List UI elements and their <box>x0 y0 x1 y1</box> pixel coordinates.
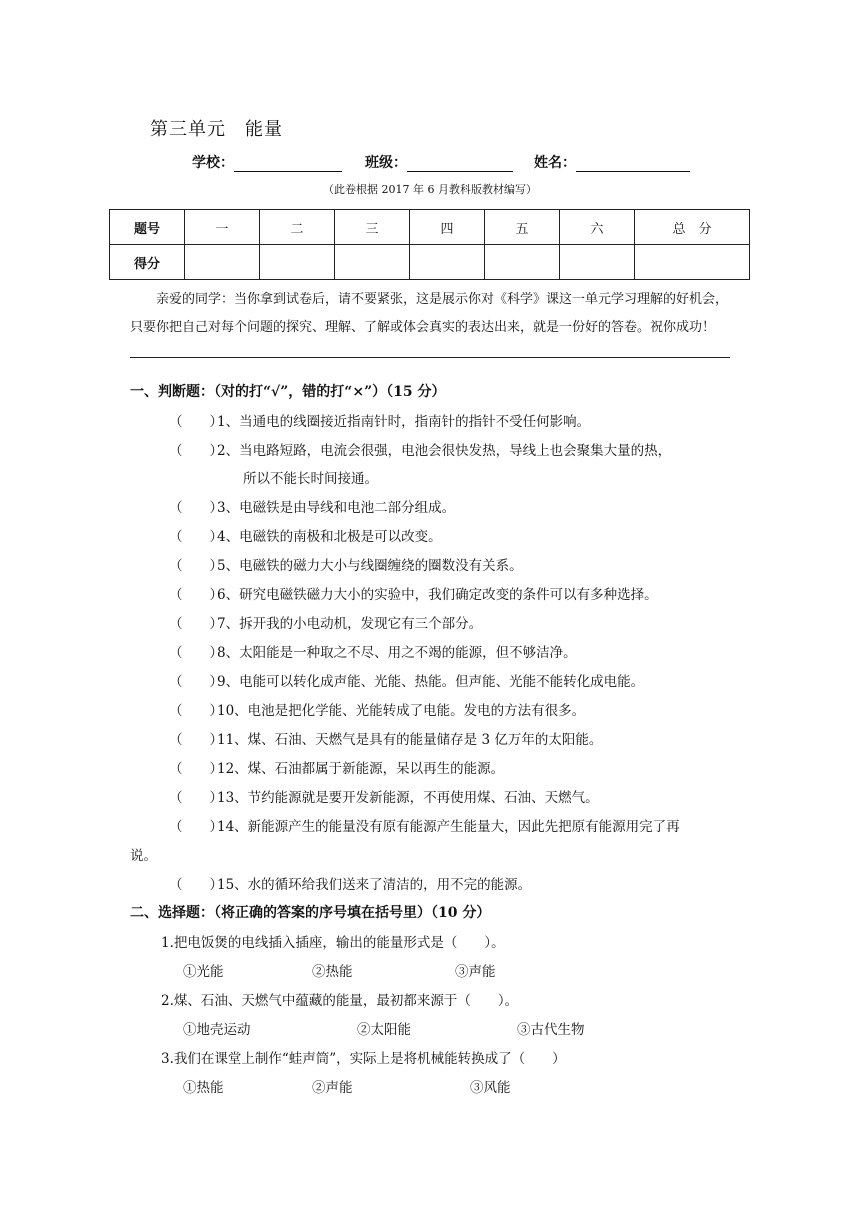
name-label: 姓名： <box>534 155 576 171</box>
answer-paren[interactable]: （ ） <box>169 732 223 748</box>
score-input-4[interactable] <box>410 245 485 280</box>
answer-paren[interactable]: （ ） <box>169 500 223 516</box>
class-field <box>365 152 513 172</box>
tf-item-text: 10、电池是把化学能、光能转成了电能。发电的方法有很多。 <box>217 703 586 719</box>
score-input-6[interactable] <box>560 245 635 280</box>
mc-question-3: 3.我们在课堂上制作“蛙声筒”，实际上是将机械能转换成了（ ） <box>161 1051 566 1067</box>
answer-paren[interactable]: （ ） <box>169 558 223 574</box>
name-blank[interactable] <box>576 157 690 172</box>
mc-option[interactable]: ③风能 <box>470 1080 511 1096</box>
score-table-header-row <box>110 210 750 245</box>
tf-item-text: 13、节约能源就是要开发新能源，不再使用煤、石油、天燃气。 <box>217 790 599 806</box>
tf-item-2-cont: 所以不能长时间接通。 <box>243 471 378 487</box>
mc-option[interactable]: ②声能 <box>312 1080 353 1096</box>
school-blank[interactable] <box>234 157 342 172</box>
tf-item-text: 9、电能可以转化成声能、光能、热能。但声能、光能不能转化成电能。 <box>217 674 645 690</box>
answer-paren[interactable]: （ ） <box>169 529 223 545</box>
tf-item-9 <box>169 670 644 690</box>
score-cell-label: 题号 <box>110 210 185 245</box>
section2-title: 二、选择题：（将正确的答案的序号填在括号里）（10 分） <box>130 905 491 921</box>
answer-paren[interactable]: （ ） <box>169 877 223 893</box>
tf-item-6 <box>169 583 658 603</box>
mc-question-1: 1.把电饭煲的电线插入插座，输出的能量形式是（ ）。 <box>161 935 505 951</box>
answer-paren[interactable]: （ ） <box>169 819 223 835</box>
tf-item-text: 8、太阳能是一种取之不尽、用之不竭的能源，但不够洁净。 <box>217 645 577 661</box>
tf-item-text: 14、新能源产生的能量没有原有能源产生能量大，因此先把原有能源用完了再 <box>217 819 680 835</box>
intro-paragraph <box>130 286 730 342</box>
mc-option[interactable]: ①地壳运动 <box>183 1022 251 1038</box>
answer-paren[interactable]: （ ） <box>169 443 223 459</box>
tf-item-text: 15、水的循环给我们送来了清洁的，用不完的能源。 <box>217 877 532 893</box>
answer-paren[interactable]: （ ） <box>169 674 223 690</box>
score-input-total[interactable] <box>635 245 750 280</box>
answer-paren[interactable]: （ ） <box>169 761 223 777</box>
mc-option[interactable]: ①热能 <box>183 1080 224 1096</box>
tf-item-text: 6、研究电磁铁磁力大小的实验中，我们确定改变的条件可以有多种选择。 <box>217 587 658 603</box>
score-cell-2: 二 <box>260 210 335 245</box>
score-cell-total: 总 分 <box>635 210 750 245</box>
edition-note: （此卷根据 2017 年 6 月教科版教材编写） <box>323 183 537 196</box>
tf-item-text: 5、电磁铁的磁力大小与线圈缠绕的圈数没有关系。 <box>217 558 523 574</box>
tf-item-4 <box>169 525 442 545</box>
score-cell-5: 五 <box>485 210 560 245</box>
section1-title: 一、判断题：（对的打“√”，错的打“×”）（15 分） <box>130 384 446 400</box>
page-title: 第三单元 能量 <box>150 119 283 140</box>
tf-item-5 <box>169 554 523 574</box>
mc-option[interactable]: ③声能 <box>455 964 496 980</box>
class-label: 班级： <box>365 155 407 171</box>
tf-item-7 <box>169 612 482 632</box>
tf-item-text: 1、当通电的线圈接近指南针时，指南针的指针不受任何影响。 <box>217 414 591 430</box>
mc-question-2: 2.煤、石油、天燃气中蕴藏的能量，最初都来源于（ ）。 <box>161 993 519 1009</box>
mc-option[interactable]: ①光能 <box>183 964 224 980</box>
intro-text: 亲爱的同学：当你拿到试卷后，请不要紧张，这是展示你对《科学》课这一单元学习理解的好机会，只要你把自己对每个问题的探究、理解、了解或体会真实的表达出来，就是一份好的答卷。祝你成功！ <box>130 292 729 335</box>
school-label: 学校： <box>192 155 234 171</box>
tf-item-14 <box>169 815 680 835</box>
tf-item-2 <box>169 439 671 459</box>
mc-option[interactable]: ②热能 <box>312 964 353 980</box>
tf-item-13 <box>169 786 599 806</box>
tf-item-14-cont: 说。 <box>130 848 157 864</box>
answer-paren[interactable]: （ ） <box>169 645 223 661</box>
tf-item-12 <box>169 757 504 777</box>
tf-item-1 <box>169 410 590 430</box>
score-input-5[interactable] <box>485 245 560 280</box>
name-field <box>534 152 690 172</box>
tf-item-text: 11、煤、石油、天燃气是具有的能量储存是 3 亿万年的太阳能。 <box>217 732 603 748</box>
answer-paren[interactable]: （ ） <box>169 414 223 430</box>
tf-item-text: 12、煤、石油都属于新能源，呆以再生的能源。 <box>217 761 505 777</box>
tf-item-8 <box>169 641 577 661</box>
score-table-score-row <box>110 245 750 280</box>
school-field <box>192 152 342 172</box>
answer-paren[interactable]: （ ） <box>169 790 223 806</box>
score-cell-6: 六 <box>560 210 635 245</box>
tf-item-text: 2、当电路短路，电流会很强，电池会很快发热，导线上也会聚集大量的热， <box>217 443 672 459</box>
score-cell-3: 三 <box>335 210 410 245</box>
tf-item-15 <box>169 873 531 893</box>
score-input-3[interactable] <box>335 245 410 280</box>
answer-paren[interactable]: （ ） <box>169 616 223 632</box>
score-cell-4: 四 <box>410 210 485 245</box>
tf-item-text: 4、电磁铁的南极和北极是可以改变。 <box>217 529 442 545</box>
score-table <box>109 209 750 280</box>
answer-paren[interactable]: （ ） <box>169 587 223 603</box>
tf-item-10 <box>169 699 585 719</box>
answer-paren[interactable]: （ ） <box>169 703 223 719</box>
class-blank[interactable] <box>407 157 513 172</box>
divider-line <box>130 357 730 358</box>
tf-item-3 <box>169 496 455 516</box>
mc-option[interactable]: ③古代生物 <box>517 1022 585 1038</box>
score-row-label: 得分 <box>110 245 185 280</box>
tf-item-text: 7、拆开我的小电动机，发现它有三个部分。 <box>217 616 483 632</box>
tf-item-text: 3、电磁铁是由导线和电池二部分组成。 <box>217 500 456 516</box>
tf-item-11 <box>169 728 602 748</box>
score-input-1[interactable] <box>185 245 260 280</box>
score-input-2[interactable] <box>260 245 335 280</box>
score-cell-1: 一 <box>185 210 260 245</box>
mc-option[interactable]: ②太阳能 <box>357 1022 411 1038</box>
